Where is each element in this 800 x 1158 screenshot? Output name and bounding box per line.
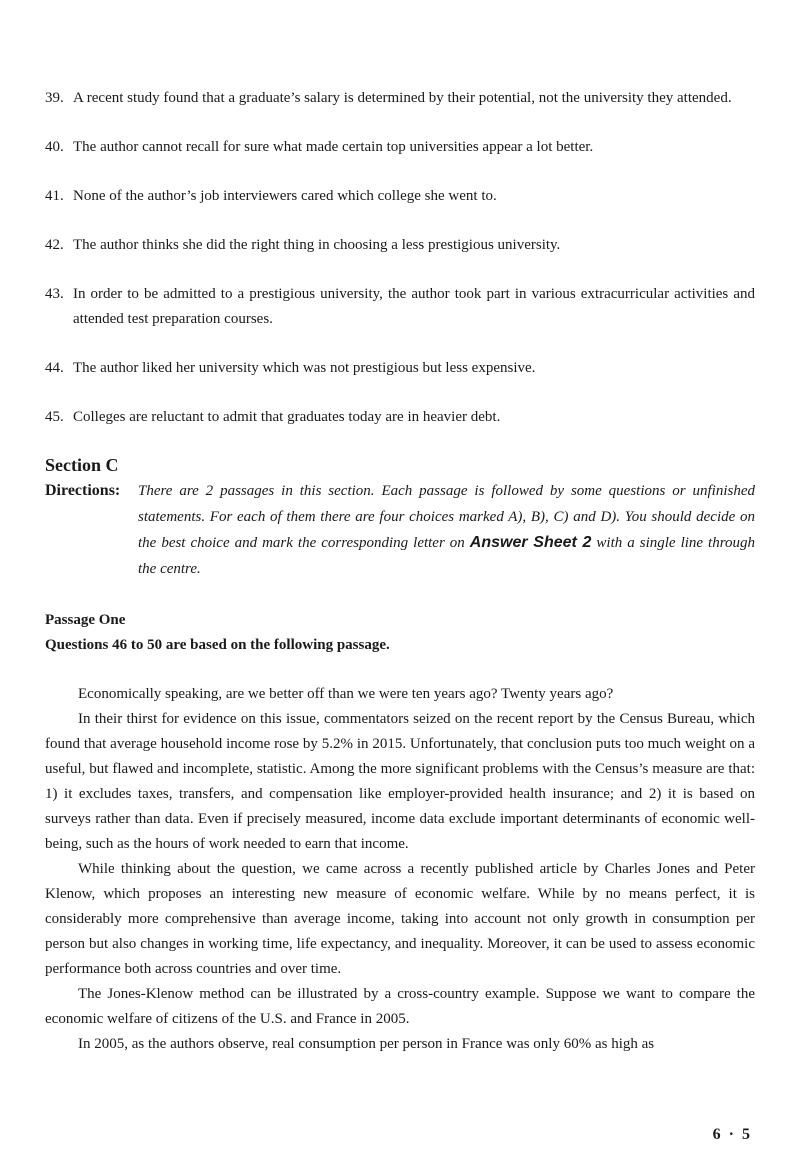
- question-number: 40.: [45, 139, 64, 155]
- question-number: 41.: [45, 188, 64, 204]
- question-number: 45.: [45, 409, 64, 425]
- question-text: Colleges are reluctant to admit that graduates today are in heavier debt.: [73, 409, 501, 425]
- question-number: 39.: [45, 90, 64, 106]
- paragraph: In 2005, as the authors observe, real consumption per person in France was only 60% as high as: [78, 1036, 655, 1052]
- paragraph: The Jones-Klenow method can be illustrated by a cross-country example. Suppose we want to compare the economic welfare of citizens of the U.S. and France in 2005.: [45, 986, 755, 1027]
- answer-sheet-label: Answer Sheet 2: [469, 534, 592, 551]
- question-number: 43.: [45, 286, 64, 302]
- question-44: [45, 356, 755, 381]
- passage-subtitle: Questions 46 to 50 are based on the following passage.: [45, 637, 390, 653]
- question-text: None of the author’s job interviewers cared which college she went to.: [73, 188, 497, 204]
- question-text: In order to be admitted to a prestigious university, the author took part in various extracurricular activities and attended test preparation courses.: [73, 286, 755, 327]
- directions-label: Directions:: [45, 482, 121, 499]
- directions-text: There are 2 passages in this section. Each passage is followed by some questions or unfinished statements. For each of them there are four choices marked A), B), C) and D). You should decide on the best choice and mark the corresponding letter on: [138, 483, 755, 551]
- question-40: [45, 135, 755, 160]
- passage-body: [45, 682, 755, 1057]
- question-43: [45, 282, 755, 332]
- exam-page: [45, 86, 755, 1057]
- question-text: The author liked her university which was not prestigious but less expensive.: [73, 360, 536, 376]
- passage-title: Passage One: [45, 612, 126, 628]
- question-number: 44.: [45, 360, 64, 376]
- question-text: The author thinks she did the right thing in choosing a less prestigious university.: [73, 237, 561, 253]
- directions: [45, 478, 755, 582]
- section-title: Section C: [45, 455, 119, 475]
- question-42: [45, 233, 755, 258]
- paragraph: In their thirst for evidence on this issue, commentators seized on the recent report by the Census Bureau, which found that average household income rose by 5.2% in 2015. Unfortunately, that conclusion puts too much weight on a useful, but flawed and incomplete, statistic. Among the more significant problems with the Census’s measure are that: 1) it excludes taxes, transfers, and compensation like employer-provided health insurance; and 2) it is based on surveys rather than data. Even if precisely measured, income data exclude important determinants of economic well-being, such as the hours of work needed to earn that income.: [45, 711, 755, 852]
- question-text: The author cannot recall for sure what made certain top universities appear a lot better.: [73, 139, 594, 155]
- paragraph: While thinking about the question, we came across a recently published article by Charles Jones and Peter Klenow, which proposes an interesting new measure of economic welfare. While by no means perfect, it is considerably more comprehensive than average income, taking into account not only growth in consumption per person but also changes in working time, life expectancy, and inequality. Moreover, it can be used to assess economic performance both across countries and over time.: [45, 861, 755, 977]
- page-number: 6 · 5: [712, 1126, 752, 1143]
- question-41: [45, 184, 755, 209]
- directions-text-end: with a single line through the centre.: [138, 535, 755, 577]
- question-39: [45, 86, 755, 111]
- question-text: A recent study found that a graduate’s salary is determined by their potential, not the university they attended.: [73, 90, 732, 106]
- paragraph: Economically speaking, are we better off than we were ten years ago? Twenty years ago?: [78, 686, 614, 702]
- question-45: [45, 405, 755, 430]
- question-number: 42.: [45, 237, 64, 253]
